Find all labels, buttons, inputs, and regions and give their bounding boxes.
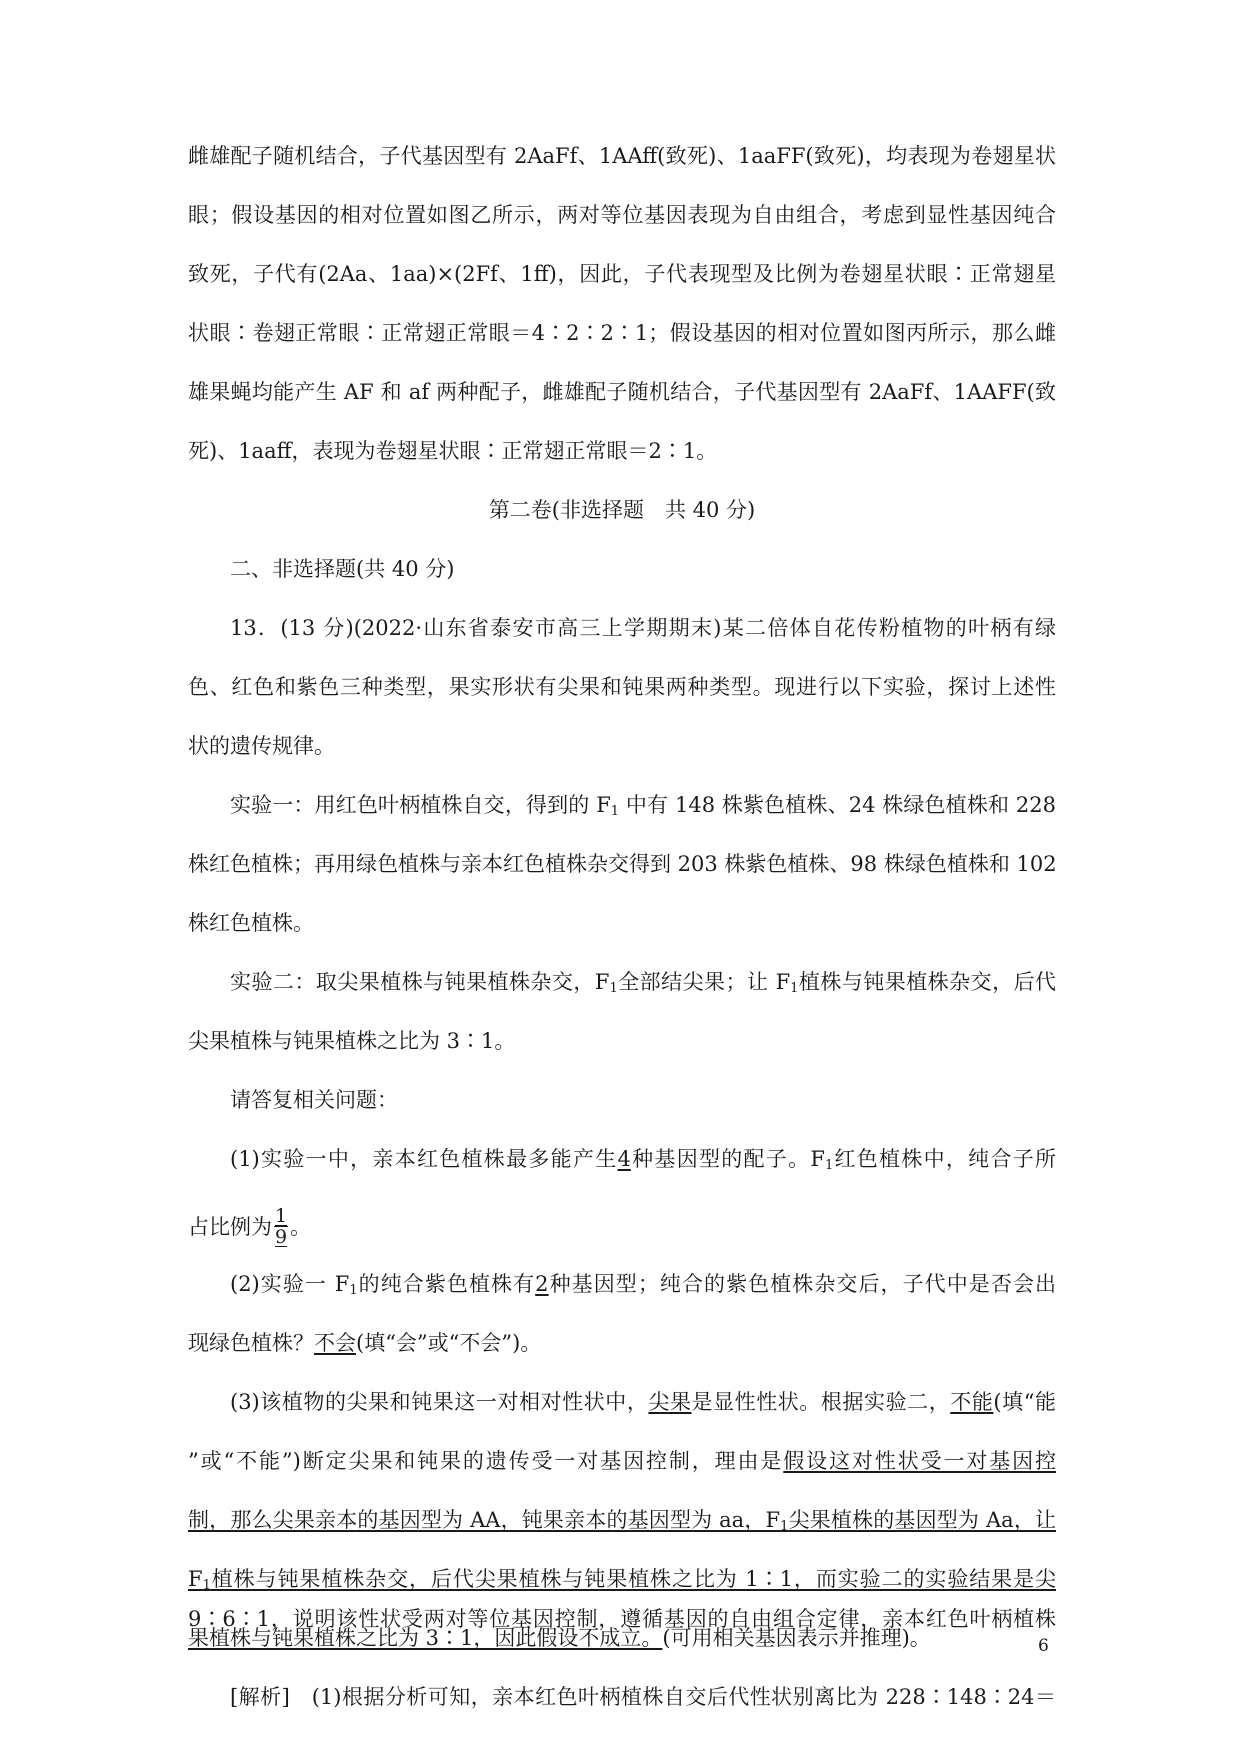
- experiment-1-line: 株红色植株；再用绿色植株与亲本红色植株杂交得到 203 株紫色植株、98 株绿色植株和 102: [188, 852, 1057, 876]
- answer-blank: 2: [535, 1272, 549, 1296]
- answer-blank: 尖果: [648, 1390, 692, 1414]
- solution-line: 9∶6∶1，说明该性状受两对等位基因控制，遵循基因的自由组合定律，亲本红色叶柄植株: [188, 1607, 1056, 1631]
- text-line: 死)、1aaff，表现为卷翅星状眼∶正常翅正常眼＝2∶1。: [188, 439, 718, 463]
- answer-blank: 4: [617, 1147, 631, 1171]
- answer-3-line: $F_1$植株与钝果植株杂交，后代尖果植株与钝果植株之比为 1∶1，而实验二的实验结果是尖: [188, 1567, 1056, 1593]
- answer-3-line: ”或“不能”)断定尖果和钝果的遗传受一对基因控制，理由是假设这对性状受一对基因控: [188, 1449, 1057, 1473]
- text-line: 雄果蝇均能产生 AF 和 af 两种配子，雌雄配子随机结合，子代基因型有 2AaFf、1AAFF(致: [188, 380, 1056, 404]
- question-13-line: 色、红色和紫色三种类型，果实形状有尖果和钝果两种类型。现进行以下实验，探讨上述性: [188, 675, 1056, 699]
- answer-blank: 不能: [950, 1390, 994, 1414]
- question-13-line: 13．(13 分)(2022·山东省泰安市高三上学期期末)某二倍体自花传粉植物的叶柄有绿: [230, 616, 1056, 640]
- fraction-one-ninth: $\frac{1}{9}$: [275, 1205, 288, 1248]
- text-line: 状眼∶卷翅正常眼∶正常翅正常眼＝4∶2∶2∶1；假设基因的相对位置如图丙所示，那么雌: [188, 321, 1056, 345]
- section-subtitle: 二、非选择题(共 40 分): [230, 557, 455, 581]
- solution-line: [解析] (1)根据分析可知，亲本红色叶柄植株自交后代性状别离比为 228∶148∶24＝: [230, 1685, 1056, 1709]
- answer-3-line: 果植株与钝果植株之比为 3∶1，因此假设不成立。(可用相关基因表示并推理)。: [188, 1626, 931, 1650]
- answer-3-line: 制，那么尖果亲本的基因型为 AA，钝果亲本的基因型为 aa，$F_1$尖果植株的基因型为 Aa，让: [188, 1508, 1056, 1534]
- prompt-line: 请答复相关问题：: [230, 1088, 398, 1112]
- text-line: 雌雄配子随机结合，子代基因型有 2AaFf、1AAff(致死)、1aaFF(致死)，均表现为卷翅星状: [188, 144, 1056, 168]
- text-line: 致死，子代有(2Aa、1aa)×(2Ff、1ff)，因此，子代表现型及比例为卷翅星状眼∶正常翅星: [188, 262, 1056, 286]
- page-number: 6: [1038, 1636, 1049, 1656]
- text-line: 眼；假设基因的相对位置如图乙所示，两对等位基因表现为自由组合，考虑到显性基因纯合: [188, 203, 1056, 227]
- answer-2-line: (2)实验一 $F_1$的纯合紫色植株有2种基因型；纯合的紫色植株杂交后，子代中是否会出: [230, 1272, 1057, 1298]
- experiment-1-line: 实验一：用红色叶柄植株自交，得到的 $F_1$ 中有 148 株紫色植株、24 株绿色植株和 228: [230, 793, 1056, 819]
- experiment-2-line: 尖果植株与钝果植株之比为 3∶1。: [188, 1029, 516, 1053]
- answer-1-line: 占比例为 $\frac{1}{9}$ 。: [188, 1205, 312, 1248]
- experiment-2-line: 实验二：取尖果植株与钝果植株杂交，$F_1$全部结尖果；让 $F_1$植株与钝果植株杂交，后代: [230, 970, 1056, 996]
- answer-3-line: (3)该植物的尖果和钝果这一对相对性状中，尖果是显性性状。根据实验二，不能(填“能: [230, 1390, 1057, 1414]
- experiment-1-line: 株红色植株。: [188, 911, 314, 935]
- answer-blank: 不会: [314, 1331, 356, 1355]
- answer-2-line: 现绿色植株？不会(填“会”或“不会”)。: [188, 1331, 542, 1355]
- question-13-line: 状的遗传规律。: [188, 734, 335, 758]
- section-title: 第二卷(非选择题 共 40 分): [488, 498, 756, 522]
- answer-1-line: (1)实验一中，亲本红色植株最多能产生4种基因型的配子。$F_1$红色植株中，纯合子所: [230, 1147, 1057, 1173]
